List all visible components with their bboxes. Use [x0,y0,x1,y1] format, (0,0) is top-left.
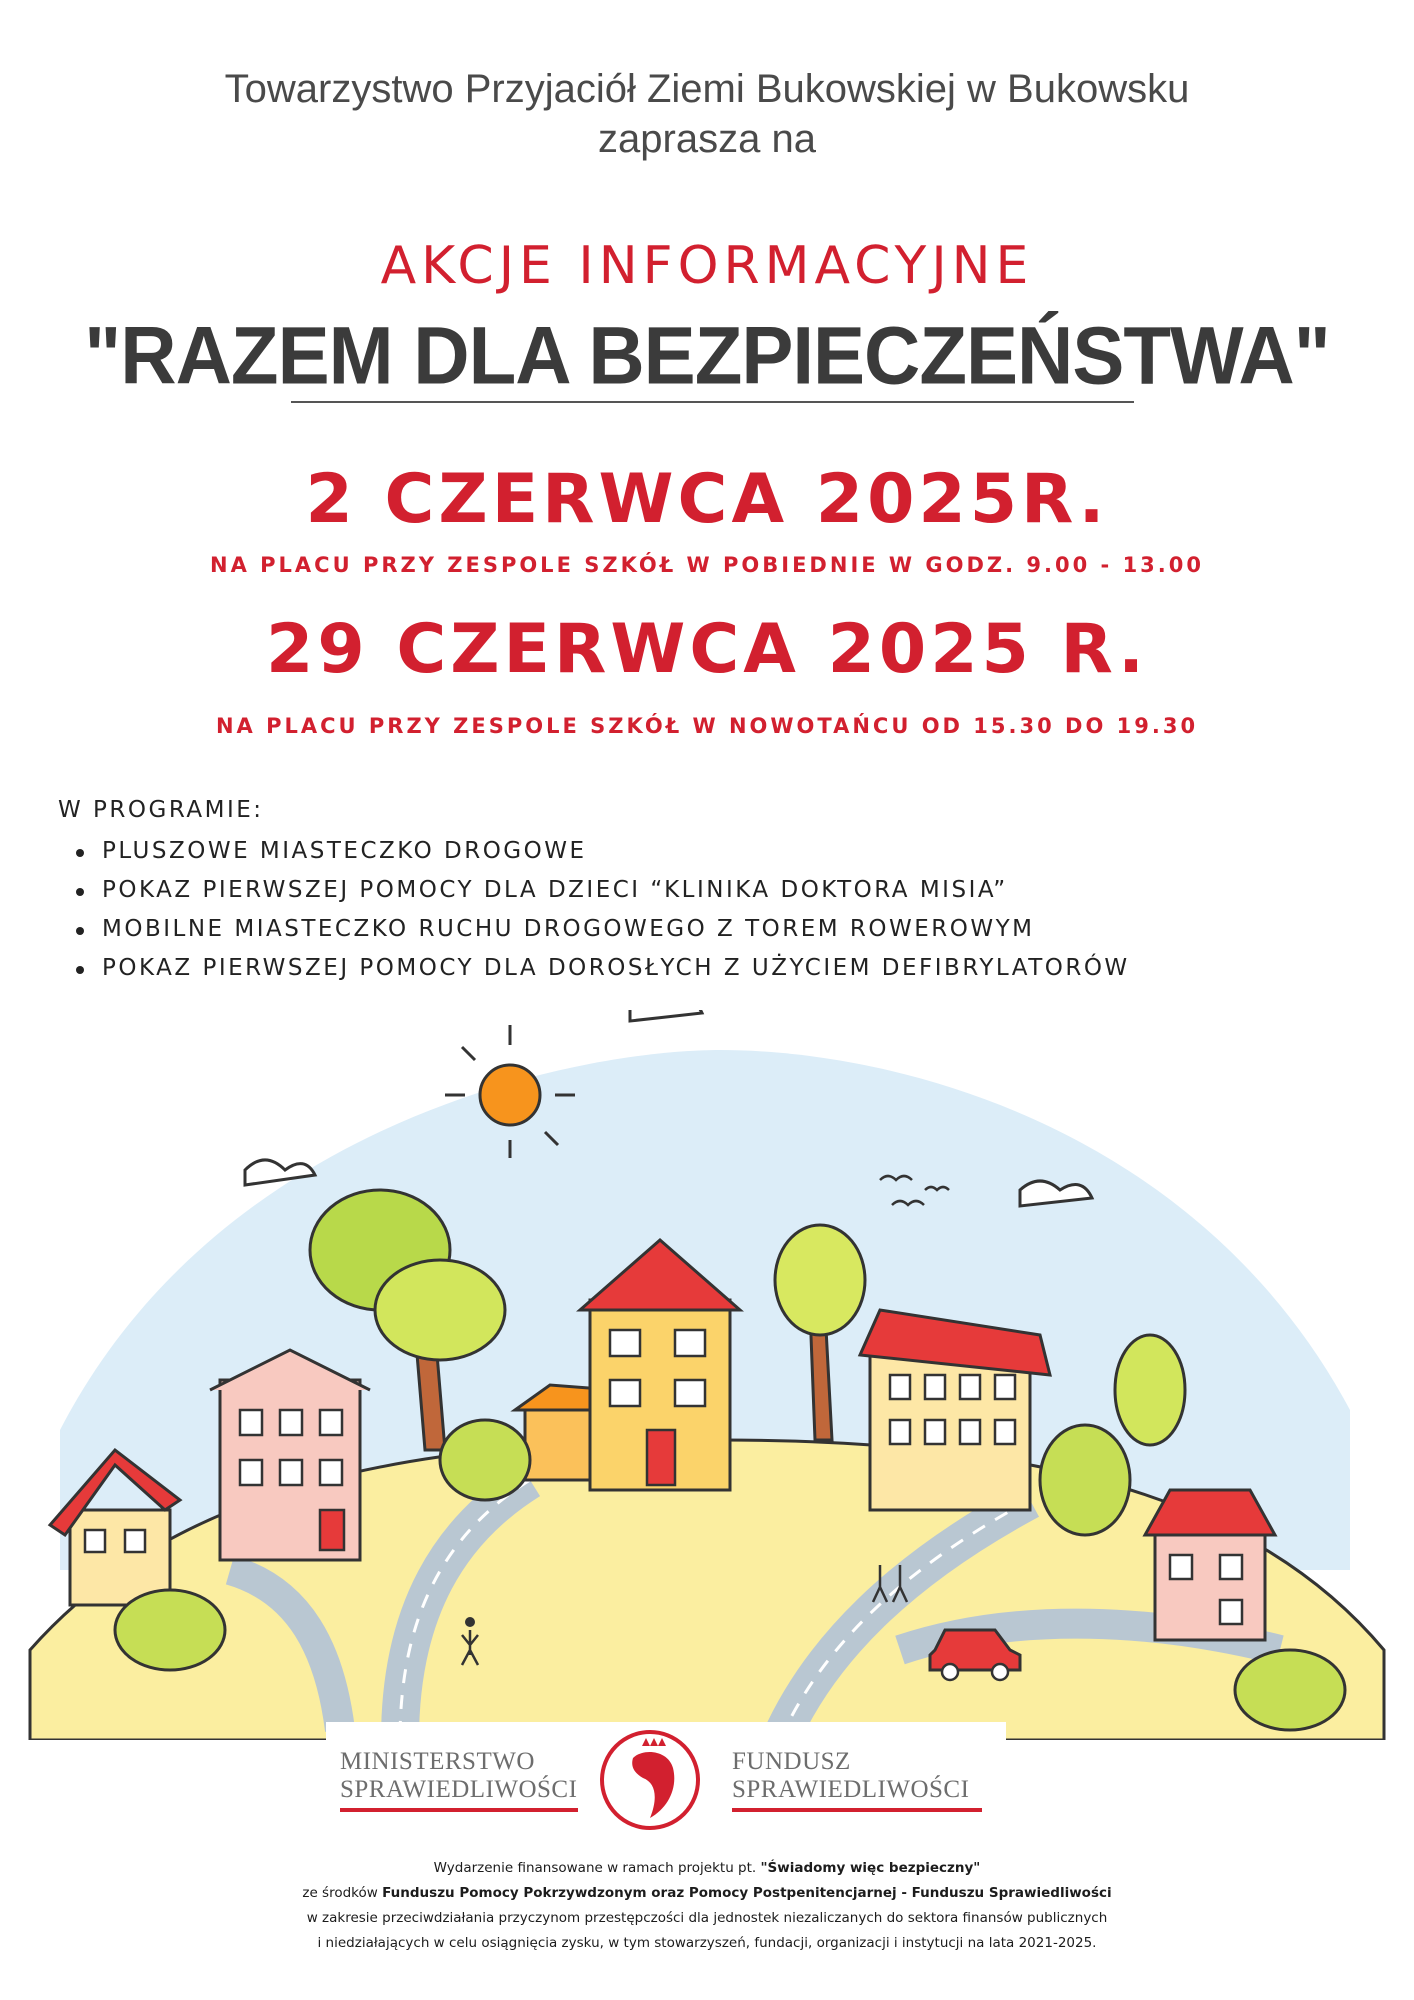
bush-icon [1235,1650,1345,1730]
footer-line-1 [0,1856,1414,1881]
program-item: PLUSZOWE MIASTECZKO DROGOWE [74,832,1130,871]
program-list [74,832,1130,988]
eagle-emblem-icon [598,1728,702,1832]
fund-logo-text: SPRAWIEDLIWOŚCI [732,1776,970,1803]
footer-text: Wydarzenie finansowane w ramach projektu pt. [433,1860,761,1876]
event-place-1: NA PLACU PRZY ZESPOLE SZKÓŁ W POBIEDNIE W GODZ. 9.00 - 13.00 [210,553,1204,577]
organizer-name: Towarzystwo Przyjaciół Ziemi Bukowskiej w Bukowsku [224,67,1190,111]
fund-logo-text: FUNDUSZ [732,1748,851,1775]
ministry-logo-text: SPRAWIEDLIWOŚCI [340,1776,578,1803]
fund-name: Funduszu Pomocy Pokrzywdzonym oraz Pomocy Postpenitencjarnej - Funduszu Sprawiedliwości [382,1885,1112,1901]
event-date-1: 2 CZERWCA 2025R. [305,460,1109,539]
divider [291,401,1134,403]
person-head-icon [465,1617,475,1627]
town-illustration [20,1010,1394,1740]
building-right [860,1310,1050,1510]
program-item: POKAZ PIERWSZEJ POMOCY DLA DZIECI “KLINIKA DOKTORA MISIA” [74,871,1130,910]
footer-line-4: i niedziałających w celu osiągnięcia zysku, w tym stowarzyszeń, fundacji, organizacji i instytucji na lata 2021-2025. [317,1935,1097,1951]
program-heading: W PROGRAMIE: [58,797,264,823]
cloud-icon [630,1010,702,1021]
program-item: MOBILNE MIASTECZKO RUCHU DROGOWEGO Z TOREM ROWEROWYM [74,910,1130,949]
ministry-logo-text: MINISTERSTWO [340,1748,535,1775]
event-date-2: 29 CZERWCA 2025 R. [266,610,1148,689]
fund-stripe [732,1808,982,1812]
event-place-2: NA PLACU PRZY ZESPOLE SZKÓŁ W NOWOTAŃCU OD 15.30 DO 19.30 [215,714,1199,738]
bush-icon [1115,1335,1185,1445]
bush-icon [1040,1425,1130,1535]
subtitle: AKCJE INFORMACYJNE [380,236,1034,296]
bush-icon [115,1590,225,1670]
invite-text: zaprasza na [598,117,816,161]
footer-line-3: w zakresie przeciwdziałania przyczynom przestępczości dla jednostek niezaliczanych do sektora finansów publicznych [306,1910,1108,1926]
ministry-stripe [340,1808,578,1812]
bush-icon [440,1420,530,1500]
house-pink [210,1350,370,1560]
project-name: "Świadomy więc bezpieczny" [760,1860,981,1876]
sponsor-logos [326,1722,1006,1836]
organizer-text [0,64,1414,164]
footer-text: ze środków [302,1885,383,1901]
program-item: POKAZ PIERWSZEJ POMOCY DLA DOROSŁYCH Z UŻYCIEM DEFIBRYLATORÓW [74,949,1130,988]
house-right [1145,1490,1275,1640]
poster-title: "RAZEM DLA BEZPIECZEŃSTWA" [84,308,1330,402]
footer-line-2 [0,1881,1414,1906]
